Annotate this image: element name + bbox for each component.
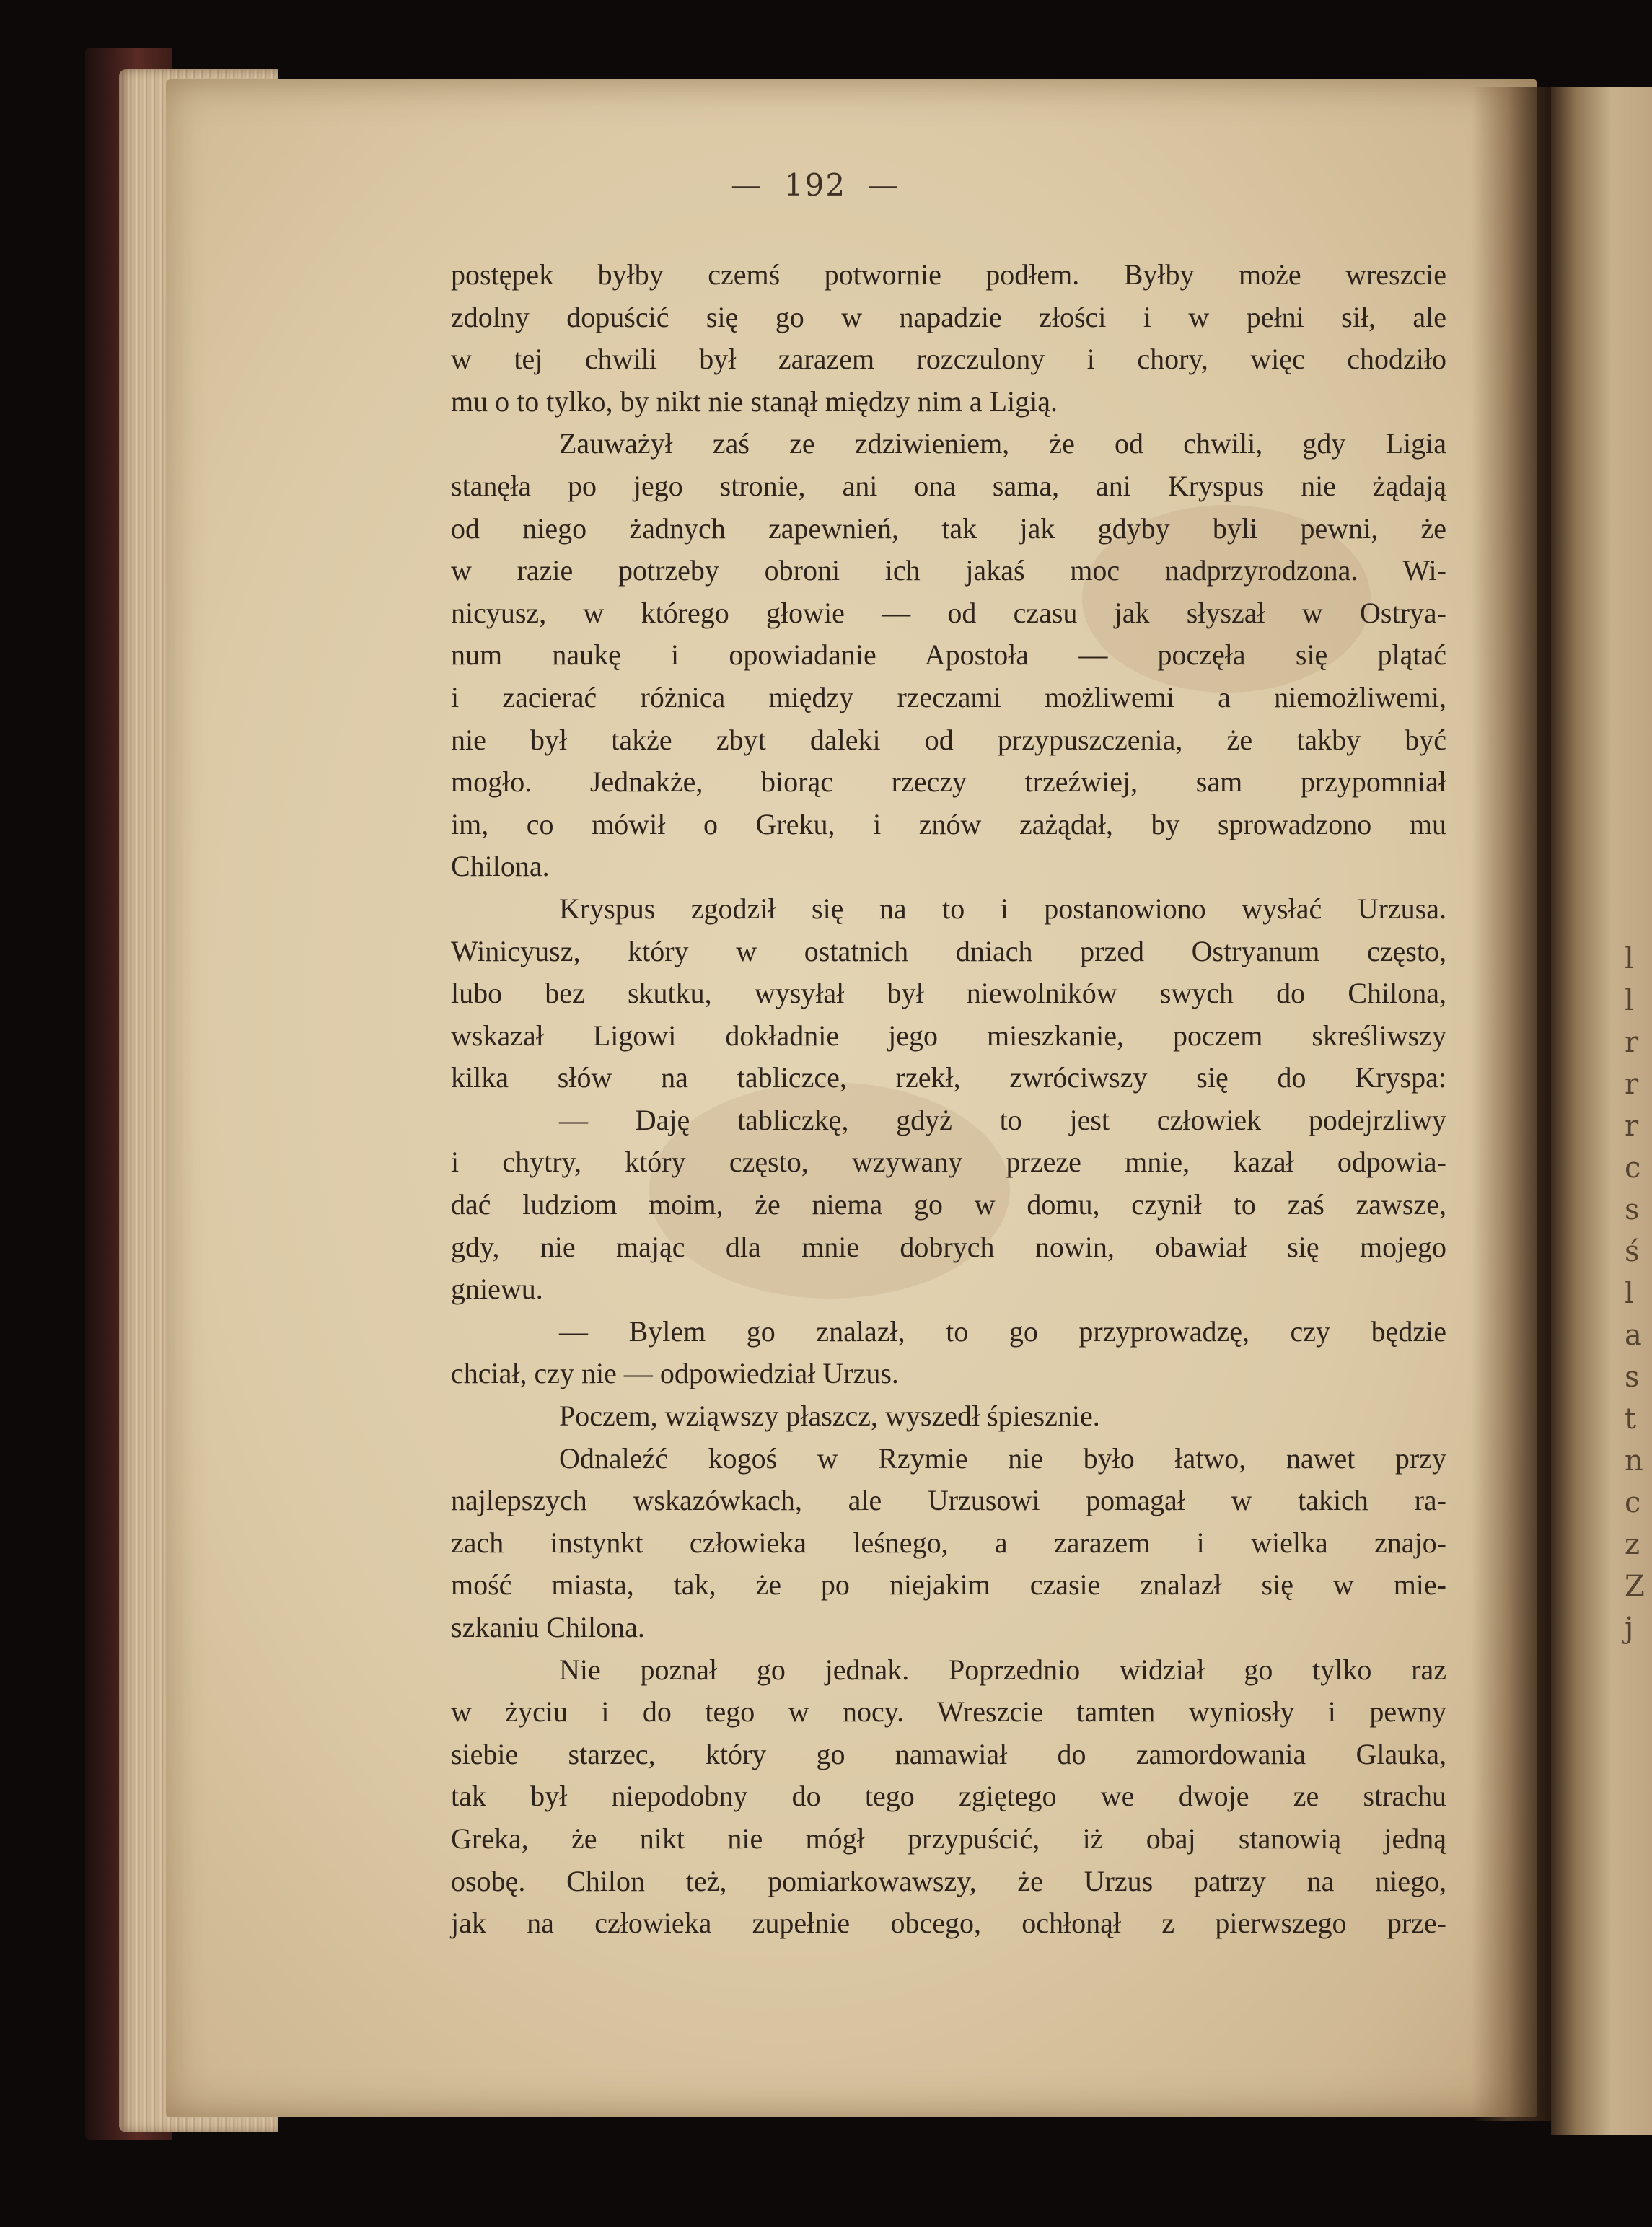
text-line: osobę. Chilon też, pomiarkowawszy, że Urzus patrzy na niego, bbox=[451, 1864, 1446, 1897]
header-dash-left: — bbox=[730, 167, 763, 203]
paragraph-start-line: Odnaleźć kogoś w Rzymie nie było łatwo, nawet przy bbox=[559, 1441, 1446, 1475]
text-line: Chilona. bbox=[451, 850, 550, 883]
text-line: stanęła po jego stronie, ani ona sama, ani Kryspus nie żądają bbox=[451, 469, 1446, 502]
paragraph-start-line: Nie poznał go jednak. Poprzednio widział go tylko raz bbox=[559, 1653, 1446, 1686]
page-number: 192 bbox=[783, 167, 847, 203]
text-line: w tej chwili był zarazem rozczulony i chory, więc chodziło bbox=[451, 343, 1446, 376]
next-page-letter: s bbox=[1625, 1193, 1640, 1226]
next-page-letter: t bbox=[1625, 1402, 1637, 1436]
text-line: nie był także zbyt daleki od przypuszczenia, że takby być bbox=[451, 723, 1446, 756]
text-line: num naukę i opowiadanie Apostoła — poczęła się plątać bbox=[451, 638, 1446, 672]
next-page-letter: r bbox=[1625, 1110, 1639, 1143]
text-line: postępek byłby czemś potwornie podłem. Byłby może wreszcie bbox=[451, 258, 1446, 291]
text-line: Greka, że nikt nie mógł przypuścić, iż obaj stanowią jedną bbox=[451, 1822, 1446, 1855]
text-line: mość miasta, tak, że po niejakim czasie znalazł się w mie- bbox=[451, 1568, 1446, 1602]
text-line: tak był niepodobny do tego zgiętego we dwoje ze strachu bbox=[451, 1780, 1446, 1813]
text-line: i chytry, który często, wzywany przeze mnie, kazał odpowia- bbox=[451, 1146, 1446, 1179]
next-page-letter: s bbox=[1625, 1361, 1640, 1394]
text-line: siebie starzec, który go namawiał do zamordowania Glauka, bbox=[451, 1737, 1446, 1770]
text-line: nicyusz, w którego głowie — od czasu jak słyszał w Ostrya- bbox=[451, 596, 1446, 629]
next-page-letter: l bbox=[1625, 942, 1634, 975]
text-line: w razie potrzeby obroni ich jakaś moc nadprzyrodzona. Wi- bbox=[451, 554, 1446, 587]
page-gutter-shadow bbox=[1472, 87, 1551, 2121]
text-line: jak na człowieka zupełnie obcego, ochłonął z pierwszego prze- bbox=[451, 1907, 1446, 1940]
page-header bbox=[447, 167, 1183, 203]
next-page-letter: n bbox=[1625, 1444, 1643, 1477]
next-page-letter: j bbox=[1625, 1612, 1634, 1645]
text-line: Winicyusz, który w ostatnich dniach przed Ostryanum często, bbox=[451, 934, 1446, 967]
text-line: od niego żadnych zapewnień, tak jak gdyby byli pewni, że bbox=[451, 511, 1446, 545]
text-line: dać ludziom moim, że niema go w domu, czynił to zaś zawsze, bbox=[451, 1188, 1446, 1221]
text-line: gniewu. bbox=[451, 1273, 543, 1306]
next-page-letter: c bbox=[1625, 1151, 1641, 1185]
next-page-letter: z bbox=[1625, 1528, 1640, 1561]
next-page-letter: a bbox=[1625, 1319, 1642, 1352]
text-line: zach instynkt człowieka leśnego, a zarazem i wielka znajo- bbox=[451, 1526, 1446, 1559]
paragraph-start-line: Zauważył zaś ze zdziwieniem, że od chwili, gdy Ligia bbox=[559, 427, 1446, 460]
text-line: najlepszych wskazówkach, ale Urzusowi pomagał w takich ra- bbox=[451, 1484, 1446, 1517]
next-page-letter: r bbox=[1625, 1068, 1639, 1101]
body-text bbox=[451, 254, 1446, 1945]
next-page-letter: l bbox=[1625, 1277, 1634, 1310]
next-page-letter: c bbox=[1625, 1486, 1641, 1519]
text-line: szkaniu Chilona. bbox=[451, 1611, 645, 1643]
text-line: mogło. Jednakże, biorąc rzeczy trzeźwiej, sam przypomniał bbox=[451, 765, 1446, 799]
paragraph-start-line: — Bylem go znalazł, to go przyprowadzę, czy będzie bbox=[559, 1314, 1446, 1348]
text-line: gdy, nie mając dla mnie dobrych nowin, obawiał się mojego bbox=[451, 1230, 1446, 1263]
next-page-letters bbox=[1625, 938, 1646, 1649]
next-page-letter: Z bbox=[1625, 1570, 1645, 1603]
text-line: chciał, czy nie — odpowiedział Urzus. bbox=[451, 1357, 899, 1390]
text-line: w życiu i do tego w nocy. Wreszcie tamten wyniosły i pewny bbox=[451, 1695, 1446, 1729]
text-line: wskazał Ligowi dokładnie jego mieszkanie, poczem skreśliwszy bbox=[451, 1019, 1446, 1052]
text-line: i zacierać różnica między rzeczami możliwemi a niemożliwemi, bbox=[451, 680, 1446, 713]
text-line: mu o to tylko, by nikt nie stanął między nim a Ligią. bbox=[451, 385, 1058, 418]
text-line: im, co mówił o Greku, i znów zażądał, by sprowadzono mu bbox=[451, 807, 1446, 840]
header-dash-right: — bbox=[868, 167, 900, 203]
next-page-letter: l bbox=[1625, 984, 1634, 1017]
paragraph-start-line: Poczem, wziąwszy płaszcz, wyszedł śpiesznie. bbox=[559, 1400, 1100, 1433]
next-page-letter: ś bbox=[1625, 1235, 1640, 1268]
text-line: lubo bez skutku, wysyłał był niewolników swych do Chilona, bbox=[451, 977, 1446, 1010]
text-line: kilka słów na tabliczce, rzekł, zwróciwszy się do Kryspa: bbox=[451, 1061, 1446, 1094]
paragraph-start-line: Kryspus zgodził się na to i postanowiono wysłać Urzusa. bbox=[559, 892, 1446, 925]
paragraph-start-line: — Daję tabliczkę, gdyż to jest człowiek podejrzliwy bbox=[559, 1103, 1446, 1136]
next-page-letter: r bbox=[1625, 1026, 1639, 1059]
text-line: zdolny dopuścić się go w napadzie złości i w pełni sił, ale bbox=[451, 300, 1446, 333]
